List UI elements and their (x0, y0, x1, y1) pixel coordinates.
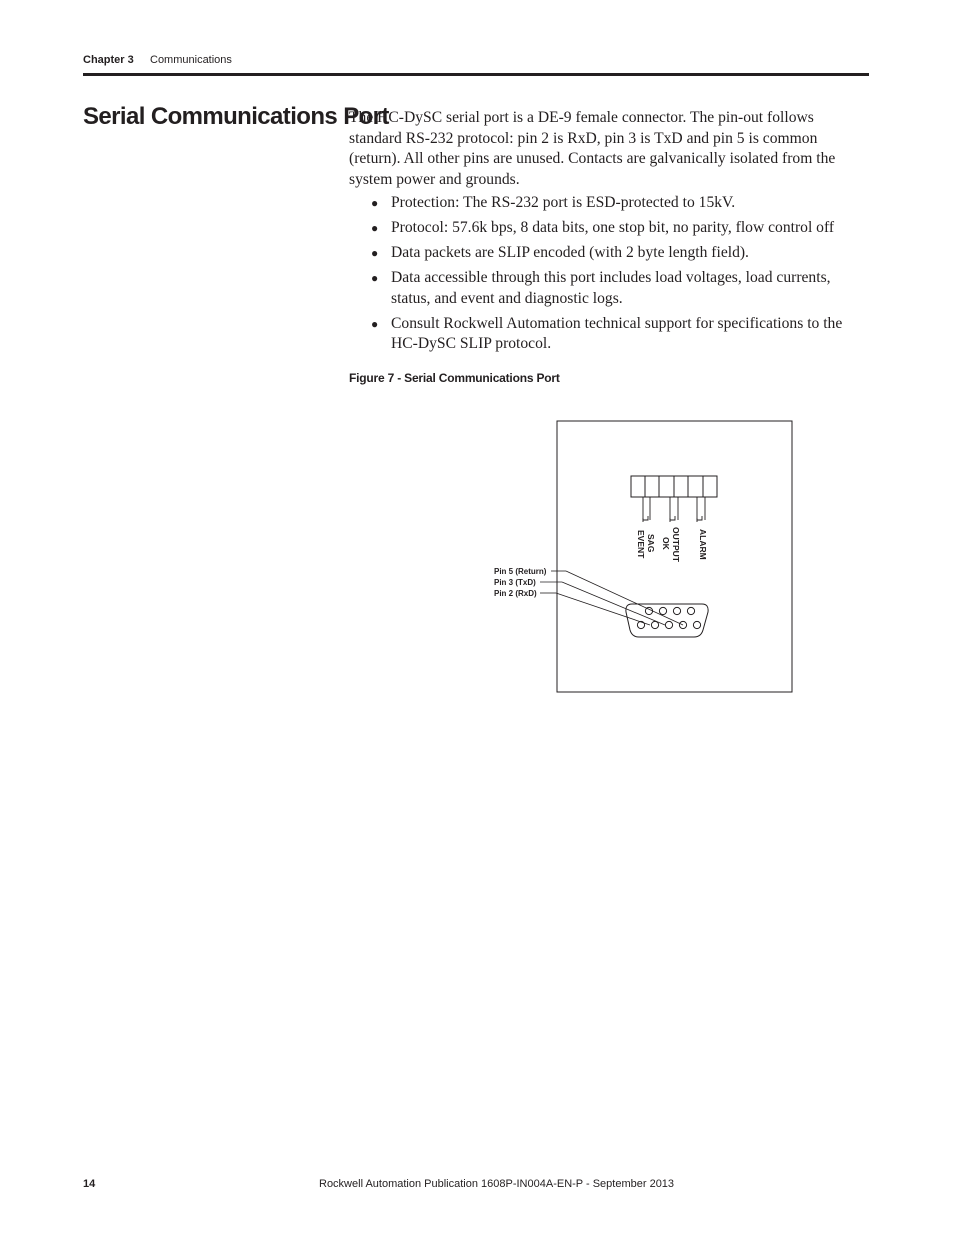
terminal-leads (643, 497, 705, 522)
list-item (349, 314, 861, 355)
header-rule (83, 73, 869, 76)
bullet-icon: ● (371, 221, 379, 236)
output-ok-label-2: OK (661, 537, 671, 550)
terminal-block (631, 476, 717, 497)
alarm-label: ALARM (698, 529, 708, 560)
pin-leader-lines (540, 571, 683, 625)
pin3-label: Pin 3 (TxD) (494, 578, 536, 587)
sag-event-label-1: EVENT (636, 530, 646, 559)
pin5-label: Pin 5 (Return) (494, 567, 547, 576)
list-item-text: Protection: The RS-232 port is ESD-protected to 15kV. (391, 194, 736, 211)
bullet-icon: ● (371, 196, 379, 210)
publication-footer: Rockwell Automation Publication 1608P-IN004A-EN-P - September 2013 (319, 1178, 675, 1190)
list-item-text: Data accessible through this port includes load voltages, load currents, status, and event and diagnostic logs. (391, 269, 831, 307)
bullet-list (349, 193, 861, 359)
output-ok-label-1: OUTPUT (671, 527, 681, 562)
bullet-icon: ● (371, 316, 379, 331)
de9-connector (626, 604, 708, 637)
figure-caption: Figure 7 - Serial Communications Port (349, 371, 560, 385)
serial-port-figure (490, 418, 795, 696)
list-item-text: Consult Rockwell Automation technical support for specifications to the HC-DySC SLIP protocol. (391, 314, 843, 353)
bullet-icon: ● (371, 271, 379, 286)
list-item (349, 218, 861, 239)
list-item-text: Protocol: 57.6k bps, 8 data bits, one stop bit, no parity, flow control off (391, 219, 835, 237)
page-number: 14 (83, 1178, 96, 1190)
header-section: Communications (150, 54, 232, 66)
list-item (349, 243, 861, 264)
header-chapter: Chapter 3 (83, 54, 134, 66)
sag-event-label-2: SAG (646, 534, 656, 553)
pin2-label: Pin 2 (RxD) (494, 589, 537, 598)
bullet-icon: ● (371, 246, 379, 261)
list-item (349, 268, 861, 309)
section-title: Serial Communications Port (83, 103, 389, 130)
intro-paragraph: The HC-DySC serial port is a DE-9 female connector. The pin-out follows standard RS-232 protocol: pin 2 is RxD, pin 3 is TxD and pin 5 is common (return). All other pins are unused. Contacts are galvanically isolated from the system power and grounds. (349, 109, 836, 188)
list-item (349, 193, 861, 214)
list-item-text: Data packets are SLIP encoded (with 2 byte length field). (391, 244, 749, 262)
